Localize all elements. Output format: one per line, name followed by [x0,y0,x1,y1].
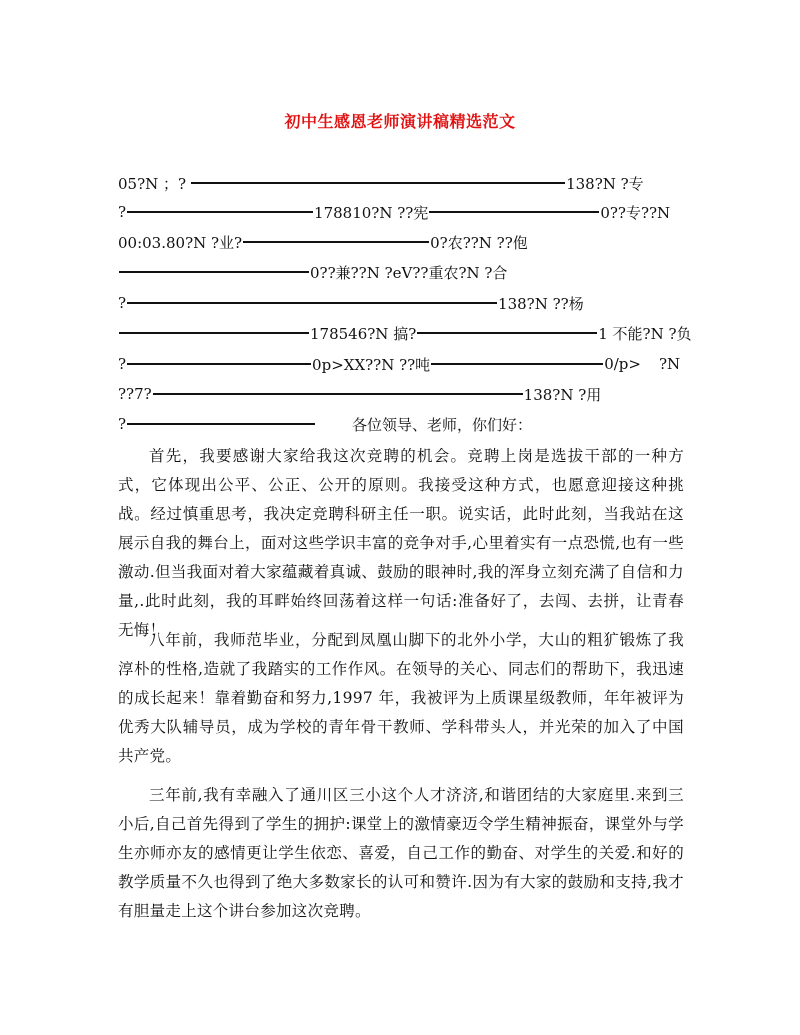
garbled-line [118,353,682,375]
garbled-text: 0p>XX??N ??吨 [312,355,431,374]
garbled-text: 138?N ?专 [566,174,644,193]
garbled-text: ? [118,415,127,433]
garbled-text: ?N [658,355,681,373]
garbled-text: 05?N ；? [118,174,187,193]
garbled-line [118,261,682,283]
rule-line [417,332,597,334]
rule-line [127,363,311,365]
garbled-text: 1 不能?N ?负 [598,324,692,343]
rule-line [153,393,523,395]
rule-line [127,211,313,213]
rule-line [431,363,603,365]
paragraph-3: 三年前,我有幸融入了通川区三小这个人才济济,和谐团结的大家庭里.来到三小后,自己首先得到了学生的拥护:课堂上的激情豪迈令学生精神振奋，课堂外与学生亦师亦友的感情更让学生依恋、喜爱，自己工作的勤奋、对学生的关爱.和好的教学质量不久也得到了绝大多数家长的认可和赞许.因为有大家的鼓励和支持,我才有胆量走上这个讲台参加这次竞聘。 [118,786,684,920]
garbled-text: 178546?N 搞? [310,324,417,343]
rule-line [127,423,315,425]
garbled-text: 0/p> [604,355,641,373]
garbled-text: 138?N ?用 [523,385,602,404]
garbled-line [118,413,682,435]
garbled-text: 0??兼??N ?eV??重农?N ?合 [310,263,508,282]
garbled-line [118,292,682,314]
garbled-text: ? [118,355,127,373]
rule-line [119,271,309,273]
garbled-line [118,322,692,344]
garbled-text: ??7? [118,385,152,403]
garbled-text: 00:03.80?N ?业? [118,233,243,252]
document-title: 初中生感恩老师演讲稿精选范文 [284,112,516,131]
rule-line [191,182,565,184]
paragraph-2: 八年前，我师范毕业，分配到凤凰山脚下的北外小学，大山的粗犷锻炼了我淳朴的性格,造就了我踏实的工作作风。在领导的关心、同志们的帮助下，我迅速的成长起来！靠着勤奋和努力,1997 年，我被评为上质课星级教师，年年被评为优秀大队辅导员，成为学校的青年骨干教师、学科带头人，并光荣的加入了中国共产党。 [118,631,684,765]
garbled-text: ? [118,203,127,221]
garbled-text: ? [118,294,127,312]
garbled-line [118,201,682,223]
rule-line [127,302,497,304]
garbled-line [118,231,682,253]
rule-line [429,211,599,213]
greeting: 各位领导、老师，你们好： [352,415,533,434]
garbled-text: 178810?N ??宪 [314,203,429,222]
garbled-text: 0??专??N [600,203,671,222]
garbled-text: 138?N ??杨 [498,294,584,313]
garbled-line [118,172,682,194]
garbled-line [118,383,682,405]
garbled-text: 0?农??N ??佨 [430,233,528,252]
rule-line [119,332,309,334]
paragraph-1: 首先，我要感谢大家给我这次竞聘的机会。竞聘上岗是选拔干部的一种方式，它体现出公平、公正、公开的原则。我接受这种方式，也愿意迎接这种挑战。经过慎重思考，我决定竞聘科研主任一职。说实话，此时此刻，当我站在这展示自我的舞台上，面对这些学识丰富的竞争对手,心里着实有一点恐慌,也有一些激动.但当我面对着大家蕴藏着真诚、鼓励的眼神时,我的浑身立刻充满了自信和力量,.此时此刻，我的耳畔始终回荡着这样一句话:准备好了，去闯、去拼，让青春无悔！ [118,447,684,639]
rule-line [243,241,429,243]
